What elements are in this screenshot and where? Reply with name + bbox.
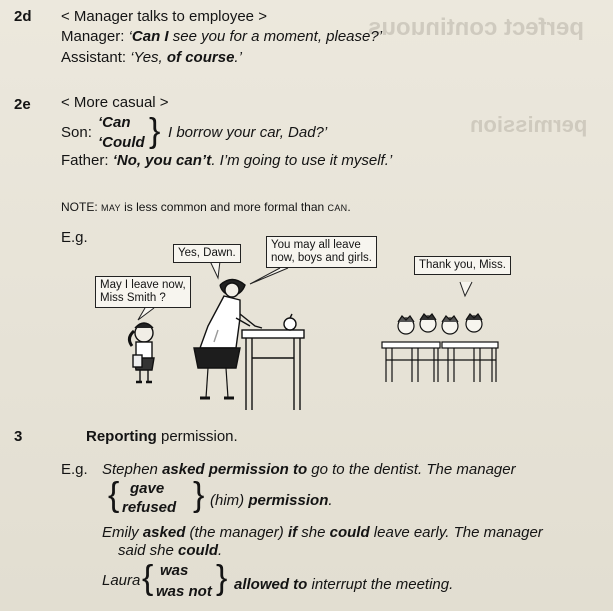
assistant-line: Assistant: ‘Yes, of course.’ <box>61 49 242 66</box>
teacher-dismissal-line-1: You may all leave <box>271 239 361 251</box>
stephen-example: Stephen asked permission to go to the dentist. The manager <box>102 461 516 478</box>
bleed-through-heading: perfect continuous <box>368 14 585 41</box>
pupil-1 <box>398 316 414 334</box>
left-brace: { <box>108 476 120 514</box>
teacher-dismissal-line-2: now, boys and girls. <box>271 252 373 264</box>
teacher2-bubble-tail <box>250 268 288 284</box>
pupil-3 <box>442 316 458 334</box>
laura-example: allowed to interrupt the meeting. <box>234 576 454 593</box>
permission-object: (him) permission. <box>210 492 333 509</box>
emily-example: Emily asked (the manager) if she could leave early. The manager <box>102 524 543 541</box>
pupil-2 <box>420 314 436 332</box>
teacher-desk <box>242 314 304 410</box>
option-gave: gave <box>130 480 165 497</box>
section-number-2e: 2e <box>14 96 31 113</box>
girl-figure <box>129 323 154 382</box>
option-could: ‘Could <box>98 134 145 151</box>
emily-example-cont: said she could. <box>118 542 223 559</box>
teacher-speech-bubble: Yes, Dawn. <box>173 244 241 263</box>
example-label-2: E.g. <box>61 461 88 478</box>
pupils-speech-bubble: Thank you, Miss. <box>414 256 511 275</box>
right-brace-2: } <box>193 476 205 514</box>
bleed-through-heading-2: permission <box>470 112 588 137</box>
teacher-bubble-tail <box>210 261 220 278</box>
teacher-dismissal-bubble <box>266 236 377 268</box>
option-can: ‘Can <box>98 114 131 131</box>
girl-bubble-tail <box>138 308 154 320</box>
option-was-not: was not <box>156 583 212 600</box>
section-number-2d: 2d <box>14 8 32 25</box>
section-2e-heading: < More casual > <box>61 94 169 111</box>
section-2d-heading: < Manager talks to employee > <box>61 8 267 25</box>
left-brace-2: { <box>142 559 154 597</box>
example-label: E.g. <box>61 229 88 246</box>
girl-bubble-line-1: May I leave now, <box>100 279 186 291</box>
section-3-heading: Reporting permission. <box>86 428 238 445</box>
right-brace-3: } <box>216 559 228 597</box>
right-brace: } <box>149 112 161 150</box>
section-number-3: 3 <box>14 428 23 445</box>
son-speaker: Son: <box>61 124 92 141</box>
son-question: I borrow your car, Dad?’ <box>168 124 328 141</box>
manager-line: Manager: ‘Can I see you for a moment, please?’ <box>61 28 383 45</box>
father-line: Father: ‘No, you can’t. I’m going to use it myself.’ <box>61 152 393 169</box>
pupils-at-desks <box>382 314 498 382</box>
girl-bubble-line-2: Miss Smith ? <box>100 292 166 304</box>
option-refused: refused <box>122 499 177 516</box>
laura-subject: Laura <box>102 572 141 589</box>
kids-bubble-tail <box>460 282 472 296</box>
girl-speech-bubble <box>95 276 191 308</box>
pupil-4 <box>466 314 482 332</box>
option-was: was <box>160 562 189 579</box>
note: NOTE: MAY is less common and more formal than CAN. <box>61 200 351 214</box>
